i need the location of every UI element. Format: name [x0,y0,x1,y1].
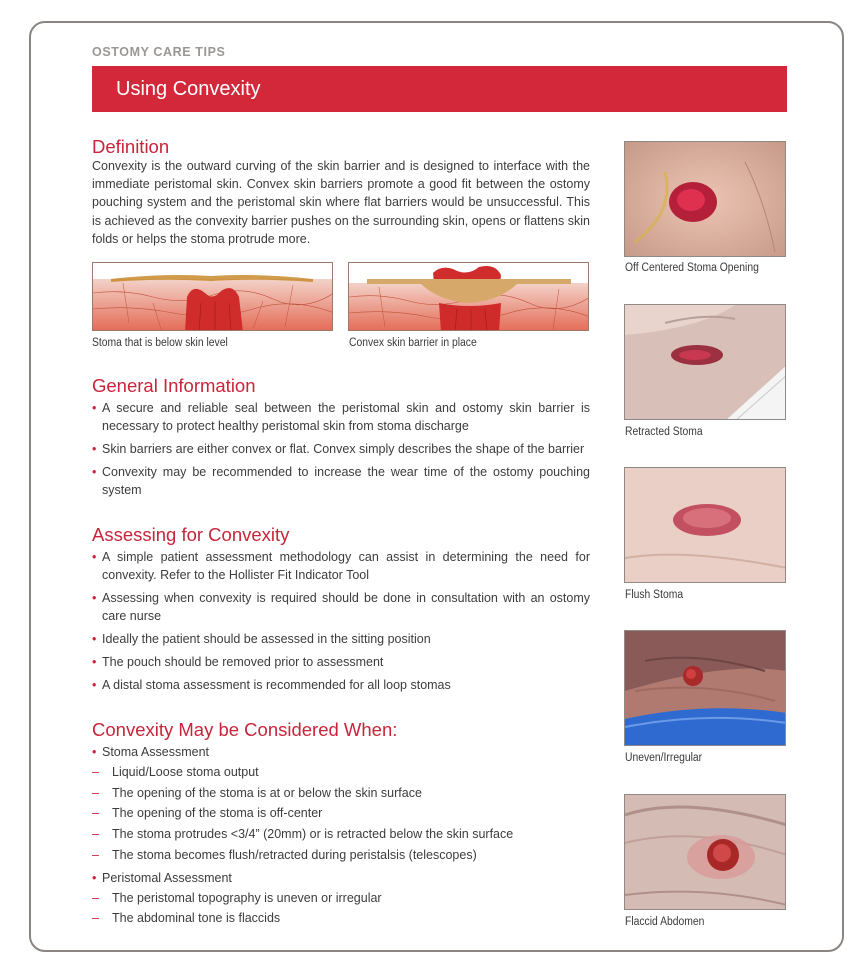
below-skin-diagram [92,262,333,331]
title-banner [92,66,787,112]
sub-list-item: – The abdominal tone is flaccids [92,909,590,927]
sub-list-item: – Liquid/Loose stoma output [92,763,590,781]
list-item-stoma-assessment [92,743,590,864]
photo-retracted-stoma [624,304,786,420]
photo-caption: Retracted Stoma [625,426,703,438]
list-item: • A simple patient assessment methodology can assist in determining the need for convexity. Refer to the Hollister Fit Indicator Tool [92,548,590,584]
photo-flush-stoma [624,467,786,583]
list-item: • Skin barriers are either convex or flat. Convex simply describes the shape of the barrier [92,440,590,458]
list-item: • A distal stoma assessment is recommended for all loop stomas [92,676,590,694]
convex-barrier-diagram [348,262,589,331]
peristomal-sublist [92,889,590,928]
photo-caption: Off Centered Stoma Opening [625,262,759,274]
diagram-caption-convex-barrier: Convex skin barrier in place [349,337,477,349]
photo-uneven-irregular [624,630,786,746]
stoma-sublist [92,763,590,864]
photo-caption: Flaccid Abdomen [625,916,705,928]
sub-list-item: – The stoma becomes flush/retracted during peristalsis (telescopes) [92,846,590,864]
photo-caption: Flush Stoma [625,589,684,601]
photo-caption: Uneven/Irregular [625,752,703,764]
diagram-caption-below-skin: Stoma that is below skin level [92,337,228,349]
general-list [92,399,590,504]
list-item: • Assessing when convexity is required should be done in consultation with an ostomy care nurse [92,589,590,625]
photo-flaccid-abdomen [624,794,786,910]
definition-heading: Definition [92,136,170,157]
list-item: • Convexity may be recommended to increase the wear time of the ostomy pouching system [92,463,590,499]
section-eyebrow: OSTOMY CARE TIPS [92,45,226,59]
photo-off-centered-stoma [624,141,786,257]
sub-list-item: – The opening of the stoma is at or below the skin surface [92,784,590,802]
general-heading: General Information [92,375,256,396]
sub-list-item: – The stoma protrudes <3/4” (20mm) or is retracted below the skin surface [92,825,590,843]
peristomal-assessment-label: Peristomal Assessment [102,870,232,885]
list-item: • The pouch should be removed prior to assessment [92,653,590,671]
list-item: • A secure and reliable seal between the peristomal skin and ostomy skin barrier is necessary to protect healthy peristomal skin from stoma discharge [92,399,590,435]
page-title: Using Convexity [116,78,261,100]
definition-text: Convexity is the outward curving of the skin barrier and is designed to interface with the immediate peristomal skin. Convex skin barriers promote a good fit between the ostomy pouching system and the peristomal skin where flat barriers would be unsuccessful. This is achieved as the convexity barrier pushes on the surrounding skin, opens or flattens skin folds or helps the stoma protrude more. [92,159,590,246]
list-item-peristomal-assessment [92,869,590,928]
considered-heading: Convexity May be Considered When: [92,719,398,740]
sub-list-item: – The peristomal topography is uneven or irregular [92,889,590,907]
considered-list [92,743,590,932]
assessing-list [92,548,590,699]
sub-list-item: – The opening of the stoma is off-center [92,804,590,822]
stoma-assessment-label: Stoma Assessment [102,745,209,759]
list-item: • Ideally the patient should be assessed in the sitting position [92,630,590,648]
assessing-heading: Assessing for Convexity [92,524,290,545]
